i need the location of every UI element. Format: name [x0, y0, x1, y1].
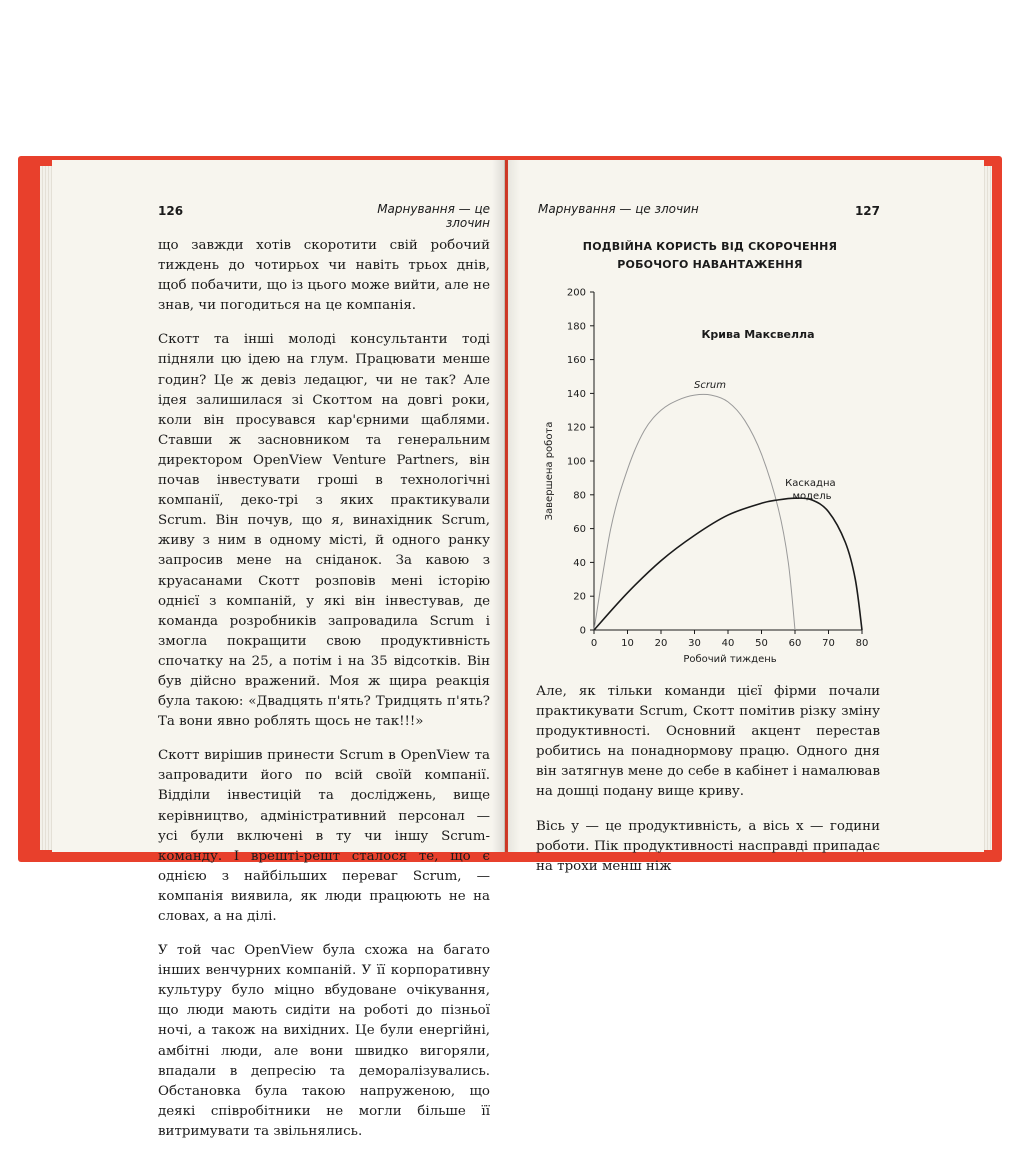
- left-paragraph-1: що завжди хотів скоротити свій робочий тиждень до чотирьох чи навіть трьох днів, щоб побачити, що із цього може вийти, але не знав, чи погодиться на це компанія.: [158, 238, 490, 314]
- x-axis-label: Робочий тиждень: [683, 654, 777, 665]
- left-paragraph-4: У той час OpenView була схожа на багато інших венчурних компаній. У її корпоративну культуру було міцно вбудоване очікування, що люди мають сидіти на роботі до пізньої ночі, а також на вихідних. Це були енергійні, амбітні люди, але вони швидко вигоряли, впадали в депресію та деморалізувались. Обстановка була такою напруженою, що деякі співробітники не могли більше її витримувати та звільнялись.: [158, 943, 490, 1139]
- series-label-waterfall: Каскадна модель: [785, 478, 836, 502]
- scrum-curve: [594, 394, 795, 630]
- chart-axes: [594, 292, 862, 630]
- y-tick-label: 100: [566, 456, 586, 468]
- y-tick-label: 40: [573, 557, 586, 569]
- y-tick-label: 60: [573, 524, 586, 536]
- left-paragraph-2: Скотт та інші молоді консультанти тоді підняли цю ідею на глум. Працювати менше годин? Це ж девіз ледацюг, чи не так? Але ідея залишилася зі Скоттом на довгі роки, коли він просувався кар'єрними щаблями. Ставши ж засновником та генеральним директором OpenView Venture Partners, він почав інвестувати гроші в технологічні компанії, деко-трі з яких практикували Scrum. Він почув, що я, винахідник Scrum, живу з ним в одному місті, й одного ранку запросив мене на сніданок. За кавою з круасанами Скотт розповів мені історію однієї з компаній, у які він інвестував, де команда розробників запровадила Scrum і змогла покращити свою продуктивність спочатку на 25, а потім і на 35 відсотків. Він був дійсно вражений. Моя ж щира реакція була такою: «Двадцять п'ять? Тридцять п'ять? Та вони явно роблять щось не так!!!»: [158, 332, 490, 730]
- y-tick-label: 180: [566, 321, 586, 333]
- waterfall-curve: [594, 498, 862, 630]
- x-tick-label: 80: [855, 638, 869, 649]
- chart-subtitle: Крива Максвелла: [701, 328, 815, 341]
- chart-title-line-2: РОБОЧОГО НАВАНТАЖЕННЯ: [617, 258, 803, 271]
- left-running-head: Марнування — це злочин: [377, 202, 490, 230]
- left-page-text: [158, 236, 490, 1156]
- x-tick-label: 20: [654, 638, 668, 649]
- y-tick-label: 200: [566, 287, 586, 299]
- x-tick-label: 50: [755, 638, 768, 649]
- maxwell-curve-chart: [530, 280, 890, 670]
- right-paragraph-1: Але, як тільки команди цієї фірми почали практикувати Scrum, Скотт помітив різку зміну продуктивності. Основний акцент перестав робитись на понаднормову працю. Одного дня він затягнув мене до себе в кабінет і намалював на дошці подану вище криву.: [536, 684, 880, 800]
- right-page-text: [536, 682, 880, 891]
- left-page-number: 126: [158, 204, 184, 218]
- y-tick-label: 20: [573, 591, 586, 603]
- y-axis-label: Завершена робота: [544, 421, 555, 521]
- right-running-head: Марнування — це злочин: [538, 202, 699, 216]
- right-paragraph-2: Вісь y — це продуктивність, а вісь x — години роботи. Пік продуктивності насправді припадає на трохи менш ніж: [536, 818, 880, 874]
- series-label-scrum: Scrum: [693, 380, 727, 391]
- y-tick-label: 120: [566, 422, 586, 434]
- y-tick-label: 140: [566, 388, 586, 400]
- x-tick-label: 60: [788, 638, 802, 649]
- x-tick-label: 40: [721, 638, 735, 649]
- y-tick-label: 160: [566, 355, 586, 367]
- left-paragraph-3: Скотт вирішив принести Scrum в OpenView та запровадити його по всій своїй компанії. Відділи інвестицій та досліджень, вище керівництво, адміністративний персонал — усі були включені в ту чи іншу Scrum-команду. І врешті-решт сталося те, що є однією з найбільших переваг Scrum, — компанія виявила, як люди працюють не на словах, а на ділі.: [158, 748, 490, 924]
- y-tick-label: 80: [573, 490, 586, 502]
- x-tick-label: 70: [822, 638, 835, 649]
- right-page-number: 127: [854, 204, 880, 218]
- book-gutter-shadow: [492, 160, 520, 852]
- x-axis-ticks: [591, 630, 869, 649]
- x-tick-label: 30: [688, 638, 701, 649]
- x-tick-label: 0: [590, 638, 598, 649]
- chart-series: [594, 394, 862, 630]
- x-tick-label: 10: [621, 638, 634, 649]
- y-axis-ticks: [567, 288, 594, 637]
- y-tick-label: 0: [579, 625, 586, 637]
- chart-title: [560, 238, 860, 274]
- chart-title-line-1: ПОДВІЙНА КОРИСТЬ ВІД СКОРОЧЕННЯ: [582, 240, 838, 253]
